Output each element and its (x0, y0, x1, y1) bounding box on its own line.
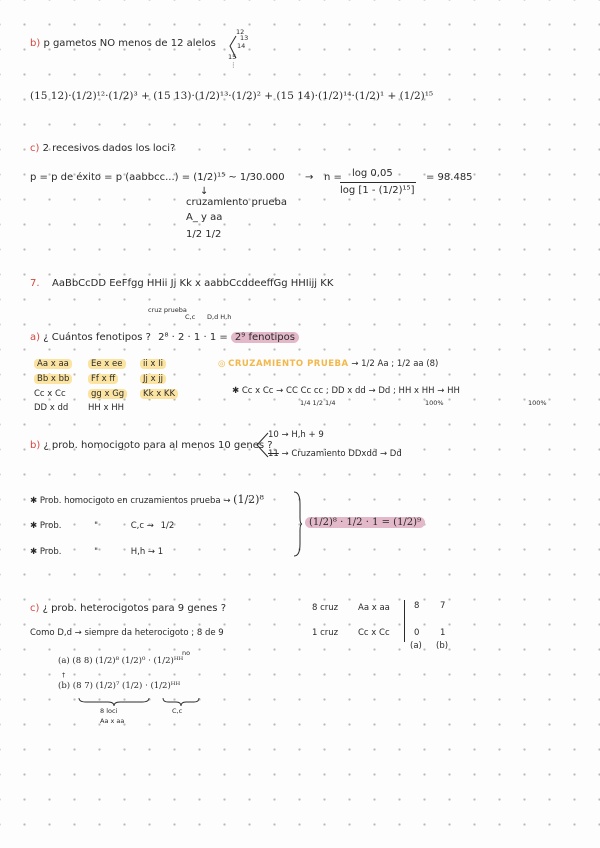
circle-icon: ◎ (218, 359, 226, 369)
cc-cross-text: Cc x Cc → CC Cc cc ; DD x dd → Dd ; HH x HH → HH (241, 386, 460, 396)
b2-label: b) (30, 440, 41, 451)
pair-0-0: Aa x aa (34, 360, 72, 370)
b2-l3: ✱ Prob. " H,h → 1 (30, 547, 164, 557)
test-cross-result: → 1/2 Aa ; 1/2 aa (8) (351, 359, 439, 369)
b2-l1-text: Prob. homocigoto en cruzamientos prueba → (39, 496, 231, 506)
c2-t2a: 1 cruz (312, 628, 339, 638)
b2-right-brace (292, 490, 302, 558)
b1-brace-v1: 13 (240, 34, 249, 42)
b1-text: p gametos NO menos de 12 alelos (43, 38, 216, 49)
b1-expression: (15 12)·(1/2)¹²·(1/2)³ + (15 13)·(1/2)¹³·(1/2)² + (15 14)·(1/2)¹⁴·(1/2)¹ + (1/2)¹⁵ (30, 90, 434, 102)
c2-question: ¿ prob. heterocigotos para 9 genes ? (42, 603, 227, 614)
c2-l1: Como D,d → siempre da heterocigoto ; 8 de 9 (30, 628, 224, 638)
b1-brace-v2: 14 (237, 42, 246, 50)
c1-arrow-n: → (305, 172, 314, 183)
c2-t1a: 8 cruz (312, 603, 339, 613)
b2-l1-value: (1/2)⁸ (233, 493, 264, 506)
cc-cross-probs: 1/4 1/2 1/4 (300, 399, 336, 407)
hh-cross-prob: 100% (528, 399, 547, 407)
c1-n-denominator: log [1 - (1/2)¹⁵] (340, 185, 415, 196)
pair-2-0: Cc x Cc (34, 389, 66, 399)
c1-n-eq: n = (324, 172, 342, 183)
b2-l2: ✱ Prob. " C,c → 1/2 (30, 521, 175, 531)
c2-brace1-sublabel: Aa x aa (100, 717, 125, 725)
a-label: a) (30, 332, 41, 343)
cc-cross-line (232, 387, 460, 397)
c2-t2c: 0 (414, 628, 420, 638)
test-cross-title: CRUZAMIENTO PRUEBA (228, 359, 349, 369)
test-cross-line (218, 360, 438, 370)
pair-1-2: Jj x jj (140, 375, 166, 385)
c2-line (30, 603, 226, 615)
b2-question: ¿ prob. homocigoto para al menos 10 genes ? (43, 440, 273, 451)
c2-underbrace-2 (162, 697, 200, 707)
pair-2-2: Kk x KK (140, 390, 178, 400)
s7-number: 7. (30, 278, 40, 289)
c2-t2d: 1 (440, 628, 446, 638)
b1-line (30, 38, 216, 50)
c2-t1c: 8 (414, 601, 420, 611)
pair-2-1: gg x Gg (88, 390, 127, 400)
c1-fraction-bar (340, 182, 416, 183)
s7-cross: AaBbCcDD EeFfgg HHii Jj Kk x aabbCcddeeffGg HHIijj KK (52, 278, 334, 289)
a-line (30, 332, 299, 344)
b1-brace-v0: 12 (236, 28, 245, 36)
c1-genotype-probs: 1/2 1/2 (186, 229, 222, 240)
c2-t1b: Aa x aa (358, 603, 390, 613)
c1-genotypes: A_ y aa (186, 212, 223, 223)
dd-cross-prob: 100% (425, 399, 444, 407)
c2-label: c) (30, 603, 40, 614)
a-result: 2⁹ fenotipos (231, 332, 299, 343)
c1-line (30, 143, 175, 155)
c1-arrow-note: cruzamiento prueba (186, 197, 287, 208)
asterisk-icon: ✱ (30, 496, 38, 506)
c2-no-note: no (182, 649, 191, 657)
b2-l1 (30, 494, 264, 507)
pair-0-2: ii x Ii (140, 360, 166, 370)
c1-p-definition: p = p de éxito = p (aabbcc...) = (1/2)¹⁵ ~ 1/30.000 (30, 172, 285, 183)
c2-underbrace-1 (78, 697, 150, 707)
c2-expression-b: (b) (8 7) (1/2)⁷ (1/2) · (1/2)ᴴᴴ (58, 681, 181, 691)
c1-label: c) (30, 143, 40, 154)
c2-t2b: Cc x Cc (358, 628, 390, 638)
c1-text: 2 recesivos dados los loci? (42, 143, 176, 154)
c1-n-numerator: log 0,05 (352, 168, 393, 179)
a-question: ¿ Cuántos fenotipos ? (43, 332, 151, 343)
c2-ta: (a) (410, 641, 422, 651)
pair-1-1: Ff x ff (88, 375, 118, 385)
a-calc: 2⁸ · 2 · 1 · 1 = (158, 332, 228, 343)
asterisk-icon: ✱ (232, 386, 240, 396)
c2-dagger: † (62, 671, 66, 679)
c2-brace2-label: C,c (172, 707, 183, 715)
a-over-note3: D,d H,h (207, 313, 232, 321)
c2-t1d: 7 (440, 601, 446, 611)
c2-brace1-label: 8 loci (100, 707, 118, 715)
c1-n-result: = 98.485 (426, 172, 473, 183)
b2-option2: 11 → Cruzamiento DDxdd → Dd (268, 449, 402, 459)
b2-option1: 10 → H,h + 9 (268, 430, 324, 440)
c2-table-divider (404, 600, 405, 642)
pair-0-1: Ee x ee (88, 360, 126, 370)
b2-branch (255, 430, 269, 460)
c1-arrow-down: ↓ (200, 186, 209, 197)
b2-total: (1/2)⁸ · 1/2 · 1 = (1/2)⁹ (305, 517, 425, 529)
pair-3-0: DD x dd (34, 403, 69, 413)
a-over-note2: C,c (185, 313, 196, 321)
a-over-note1: cruz prueba (148, 306, 187, 314)
b1-label: b) (30, 38, 41, 49)
b2-line (30, 440, 273, 452)
b1-brace-v3: 15 (228, 53, 237, 61)
b1-brace-v4: ⋮ (230, 61, 237, 69)
c2-tb: (b) (436, 641, 449, 651)
pair-1-0: Bb x bb (34, 375, 72, 385)
c2-expression-a: (a) (8 8) (1/2)⁸ (1/2)⁰ · (1/2)ᴴᴴ (58, 656, 184, 666)
asterisk-icon: ✱ (30, 521, 38, 531)
asterisk-icon: ✱ (30, 547, 38, 557)
pair-3-1: HH x HH (88, 403, 125, 413)
